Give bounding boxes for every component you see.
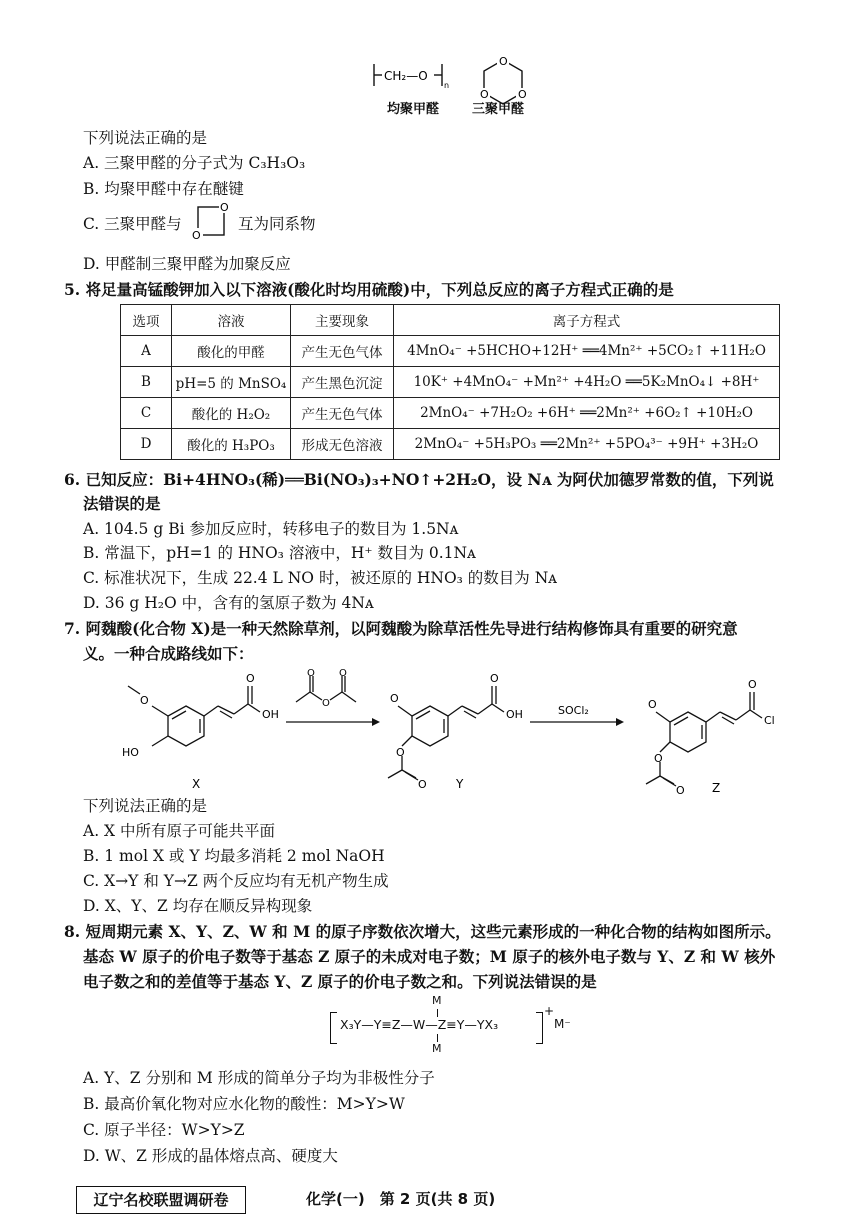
q7-option-d: D. X、Y、Z 均存在顺反异构现象 (83, 897, 313, 915)
structure-chain: X₃Y—Y≡Z—W—Z≡Y—YX₃ (340, 1017, 499, 1032)
y-acid-o: O (490, 672, 499, 685)
q8-stem-3: 电子数之和的差值等于基态 Y、Z 原子的价电子数之和。下列说法错误的是 (83, 972, 597, 991)
trioxane-structure (478, 55, 528, 104)
table-header: 主要现象 (291, 305, 394, 336)
q7-stem-1: 7. 阿魏酸(化合物 X)是一种天然除草剂，以阿魏酸为除草活性先导进行结构修饰具有重要的研究意 (64, 619, 738, 638)
z-cl-label: Cl (764, 714, 775, 727)
q6-option-d: D. 36 g H₂O 中，含有的氢原子数为 4Nᴀ (83, 594, 374, 612)
trimer-label: 三聚甲醛 (472, 102, 525, 117)
q6-option-c: C. 标准状况下，生成 22.4 L NO 时，被还原的 HNO₃ 的数目为 Nᴀ (83, 569, 558, 587)
q6-stem-2: 法错误的是 (83, 494, 161, 513)
y-o-label: O (390, 692, 399, 705)
bracket-left (330, 1012, 337, 1044)
y-carbonyl-o: O (418, 778, 427, 791)
polymer-label: 均聚甲醛 (387, 102, 440, 117)
compound-z (646, 692, 762, 786)
z-acyl-o: O (748, 678, 757, 691)
arrowhead-1 (372, 718, 380, 726)
table-cell: 2MnO₄⁻ +5H₃PO₃ ══2Mn²⁺ +5PO₄³⁻ +9H⁺ +3H₂O (394, 429, 780, 460)
table-cell: 形成无色溶液 (291, 429, 394, 460)
anhydride-o1: O (307, 668, 315, 679)
q8-stem-1: 8. 短周期元素 X、Y、Z、W 和 M 的原子序数依次增大，这些元素形成的一种化合物的结构如图所示。 (64, 922, 781, 941)
table-header: 离子方程式 (394, 305, 780, 336)
structure-m-bottom: M (432, 1042, 442, 1055)
q4-option-c-post: 互为同系物 (238, 215, 316, 233)
table-cell: B (121, 367, 172, 398)
table-header: 选项 (121, 305, 172, 336)
q6-option-a: A. 104.5 g Bi 参加反应时，转移电子的数目为 1.5Nᴀ (83, 520, 459, 538)
bond-top (437, 1009, 438, 1017)
footer-page: 化学(一) 第 2 页(共 8 页) (306, 1190, 496, 1208)
trioxane-o-top: O (499, 55, 508, 68)
ring-o-top: O (220, 201, 229, 214)
table-cell: 4MnO₄⁻ +5HCHO+12H⁺ ══4Mn²⁺ +5CO₂↑ +11H₂O (394, 336, 780, 367)
bond-bottom (437, 1034, 438, 1042)
anhydride-o2: O (339, 668, 347, 679)
table-row (121, 429, 780, 460)
q4-option-d: D. 甲醛制三聚甲醛为加聚反应 (83, 255, 291, 273)
q7-ask: 下列说法正确的是 (83, 797, 208, 815)
q8-stem-2: 基态 W 原子的价电子数等于基态 Z 原子的未成对电子数；M 原子的核外电子数与 Y、Z 和 W 核外 (83, 947, 776, 966)
dioxetane-ring (190, 199, 236, 245)
y-oh-label: OH (506, 708, 523, 721)
table-cell: pH=5 的 MnSO₄ (172, 367, 291, 398)
footer-brand: 辽宁名校联盟调研卷 (76, 1186, 246, 1214)
bracket-right (536, 1012, 543, 1044)
z-ester-o: O (654, 752, 663, 765)
q8-option-c: C. 原子半径：W>Y>Z (83, 1121, 245, 1139)
table-cell: A (121, 336, 172, 367)
q7-option-b: B. 1 mol X 或 Y 均最多消耗 2 mol NaOH (83, 847, 385, 865)
table-cell: D (121, 429, 172, 460)
z-o-label: O (648, 698, 657, 711)
structure-charge: + (544, 1004, 555, 1018)
y-ester-o: O (396, 746, 405, 759)
q7-stem-2: 义。一种合成路线如下： (83, 644, 254, 663)
arrowhead-2 (616, 718, 624, 726)
structure-m-top: M (432, 994, 442, 1007)
q4-stem: 下列说法正确的是 (83, 129, 208, 147)
x-carbonyl-o: O (246, 672, 255, 685)
q8-option-a: A. Y、Z 分别和 M 形成的简单分子均为非极性分子 (83, 1069, 435, 1087)
q5-stem: 5. 将足量高锰酸钾加入以下溶液(酸化时均用硫酸)中，下列总反应的离子方程式正确的是 (64, 280, 674, 299)
q4-option-a: A. 三聚甲醛的分子式为 C₃H₃O₃ (83, 154, 306, 172)
table-cell: 产生无色气体 (291, 398, 394, 429)
structure-counter-ion: M⁻ (554, 1017, 571, 1031)
table-cell: 2MnO₄⁻ +7H₂O₂ +6H⁺ ══2Mn²⁺ +6O₂↑ +10H₂O (394, 398, 780, 429)
z-carbonyl-o: O (676, 784, 685, 797)
table-cell: 酸化的 H₂O₂ (172, 398, 291, 429)
table-row (121, 336, 780, 367)
q7-option-a: A. X 中所有原子可能共平面 (83, 822, 276, 840)
q5-table (120, 304, 780, 460)
q6-option-b: B. 常温下，pH=1 的 HNO₃ 溶液中，H⁺ 数目为 0.1Nᴀ (83, 544, 476, 562)
x-oh-label: OH (262, 708, 279, 721)
polymer-n: n (444, 81, 450, 90)
ring-o-bottom: O (192, 229, 201, 242)
q4-option-b: B. 均聚甲醛中存在醚键 (83, 180, 244, 198)
q8-structure (330, 994, 590, 1060)
table-cell: 酸化的甲醛 (172, 336, 291, 367)
trioxane-o-right: O (518, 88, 527, 101)
polymer-formula: CH₂—O (384, 69, 428, 83)
table-row (121, 398, 780, 429)
q8-option-d: D. W、Z 形成的晶体熔点高、硬度大 (83, 1147, 338, 1165)
table-cell: 酸化的 H₃PO₃ (172, 429, 291, 460)
table-cell: 产生黑色沉淀 (291, 367, 394, 398)
label-y: Y (456, 777, 464, 791)
trioxane-o-left: O (480, 88, 489, 101)
table-header: 溶液 (172, 305, 291, 336)
compound-y (388, 686, 504, 780)
label-x: X (192, 777, 201, 791)
q7-option-c: C. X→Y 和 Y→Z 两个反应均有无机产物生成 (83, 872, 389, 890)
table-cell: 产生无色气体 (291, 336, 394, 367)
q6-stem-1: 6. 已知反应：Bi+4HNO₃(稀)══Bi(NO₃)₃+NO↑+2H₂O，设 Nᴀ 为阿伏加德罗常数的值，下列说 (64, 470, 774, 489)
label-z: Z (712, 781, 721, 795)
table-header-row (121, 305, 780, 336)
q4-option-c-pre: C. 三聚甲醛与 (83, 215, 182, 233)
table-cell: C (121, 398, 172, 429)
table-cell: 10K⁺ +4MnO₄⁻ +Mn²⁺ +4H₂O ══5K₂MnO₄↓ +8H⁺ (394, 367, 780, 398)
synthesis-route (100, 668, 820, 798)
q8-option-b: B. 最高价氧化物对应水化物的酸性：M>Y>W (83, 1095, 405, 1113)
x-ho-label: HO (122, 746, 139, 759)
table-row (121, 367, 780, 398)
anhydride-o: O (322, 698, 330, 709)
x-o-label: O (140, 694, 149, 707)
polyoxymethylene-structure (374, 64, 449, 90)
reagent-socl2: SOCl₂ (558, 704, 589, 717)
